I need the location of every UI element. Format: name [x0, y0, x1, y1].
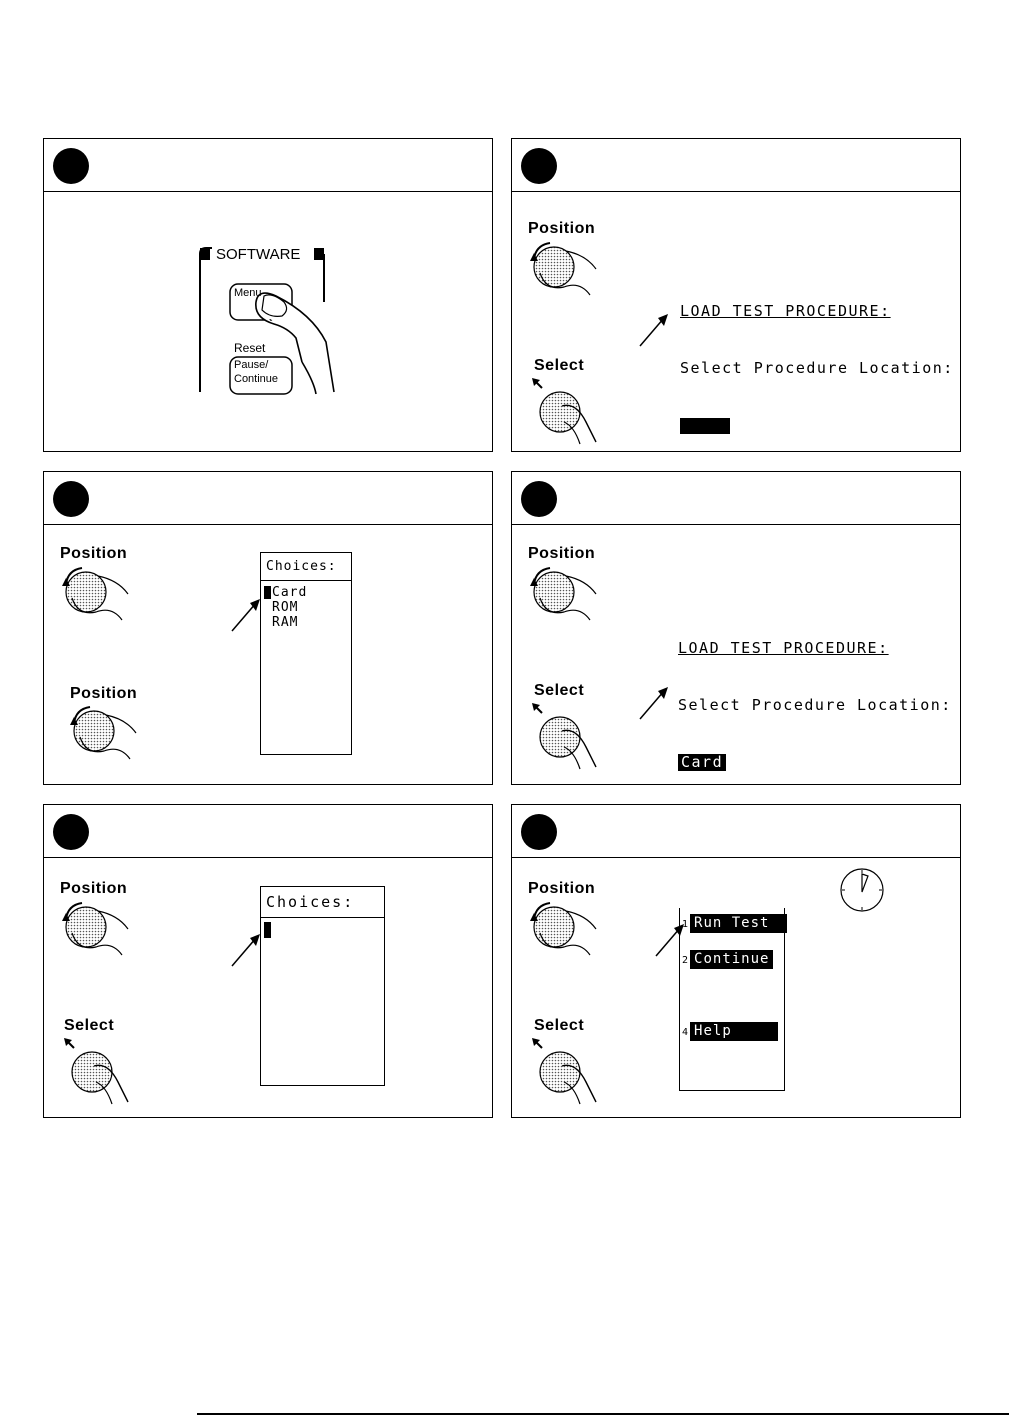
select-knob-icon	[524, 372, 604, 452]
choices-list	[261, 918, 384, 942]
position-knob-icon	[52, 897, 132, 977]
step-panel-2	[511, 138, 961, 452]
step-marker	[53, 814, 89, 850]
panel-body	[44, 192, 492, 451]
choices-title: Choices:	[261, 887, 384, 918]
pause-key-line2[interactable]: Continue	[234, 373, 279, 385]
panel-header	[44, 472, 492, 525]
reset-label: Reset	[234, 341, 266, 355]
step-panel-1	[43, 138, 493, 452]
cursor-block	[264, 586, 271, 599]
position-knob-label: Position	[60, 880, 128, 897]
choices-list	[261, 581, 351, 634]
panel-body	[512, 525, 960, 784]
position-knob-label: Position	[528, 220, 596, 237]
step-panel-4	[511, 471, 961, 785]
step-marker	[53, 148, 89, 184]
run-menu-box	[679, 908, 785, 1091]
step-marker	[521, 814, 557, 850]
step-marker	[521, 148, 557, 184]
position-knob-label-2: Position	[70, 685, 138, 702]
step-panel-6	[511, 804, 961, 1118]
select-knob-icon	[524, 697, 604, 777]
choices-list-box	[260, 552, 352, 755]
position-knob-label: Position	[528, 880, 596, 897]
choices-list-box	[260, 886, 385, 1086]
panel-body	[512, 858, 960, 1117]
step-panel-3	[43, 471, 493, 785]
position-knob-icon	[520, 562, 600, 642]
step-marker	[521, 481, 557, 517]
location-prompt: Select Procedure Location:	[678, 696, 952, 714]
select-knob-icon	[524, 1032, 604, 1112]
panel-header	[44, 139, 492, 192]
position-knob-icon	[520, 897, 600, 977]
panel-header	[512, 472, 960, 525]
list-item[interactable]: ROM	[272, 600, 299, 615]
screen-title: LOAD TEST PROCEDURE:	[678, 639, 889, 657]
step-panel-5	[43, 804, 493, 1118]
panel-body	[512, 192, 960, 451]
select-knob-label: Select	[534, 1017, 585, 1034]
menu-item-continue[interactable]: 2 Continue	[682, 950, 773, 969]
menu-item-run-test[interactable]: 1 Run Test	[682, 914, 787, 933]
pointer-arrow-icon	[636, 683, 676, 723]
panel-header	[44, 805, 492, 858]
panel-header	[512, 139, 960, 192]
pause-key-line1[interactable]: Pause/	[234, 359, 269, 371]
list-item[interactable]: RAM	[272, 615, 299, 630]
select-knob-label: Select	[534, 682, 585, 699]
choices-title: Choices:	[261, 553, 351, 581]
position-knob-icon-2	[60, 701, 140, 781]
panel-body	[44, 858, 492, 1117]
location-prompt: Select Procedure Location:	[680, 359, 954, 377]
list-item[interactable]	[264, 922, 381, 938]
cursor-block	[264, 922, 271, 938]
software-keypad-illustration	[44, 192, 494, 451]
location-field[interactable]: Card	[678, 754, 726, 771]
panel-header	[512, 805, 960, 858]
select-knob-icon	[56, 1032, 136, 1112]
select-knob-label: Select	[64, 1017, 115, 1034]
panel-body	[44, 525, 492, 784]
position-knob-label: Position	[528, 545, 596, 562]
step-marker	[53, 481, 89, 517]
select-knob-label: Select	[534, 357, 585, 374]
menu-key[interactable]: Menu	[234, 287, 262, 299]
menu-item-help[interactable]: 4 Help	[682, 1022, 778, 1041]
position-knob-icon	[520, 237, 600, 317]
position-knob-icon	[52, 562, 132, 642]
pointer-arrow-icon	[636, 310, 676, 350]
position-knob-label: Position	[60, 545, 128, 562]
software-label: SOFTWARE	[216, 246, 301, 263]
list-item[interactable]: Card	[264, 585, 348, 600]
timer-clock-icon	[838, 866, 886, 914]
location-field[interactable]	[680, 418, 730, 434]
footer-rule	[197, 1413, 1009, 1415]
screen-title: LOAD TEST PROCEDURE:	[680, 302, 891, 320]
